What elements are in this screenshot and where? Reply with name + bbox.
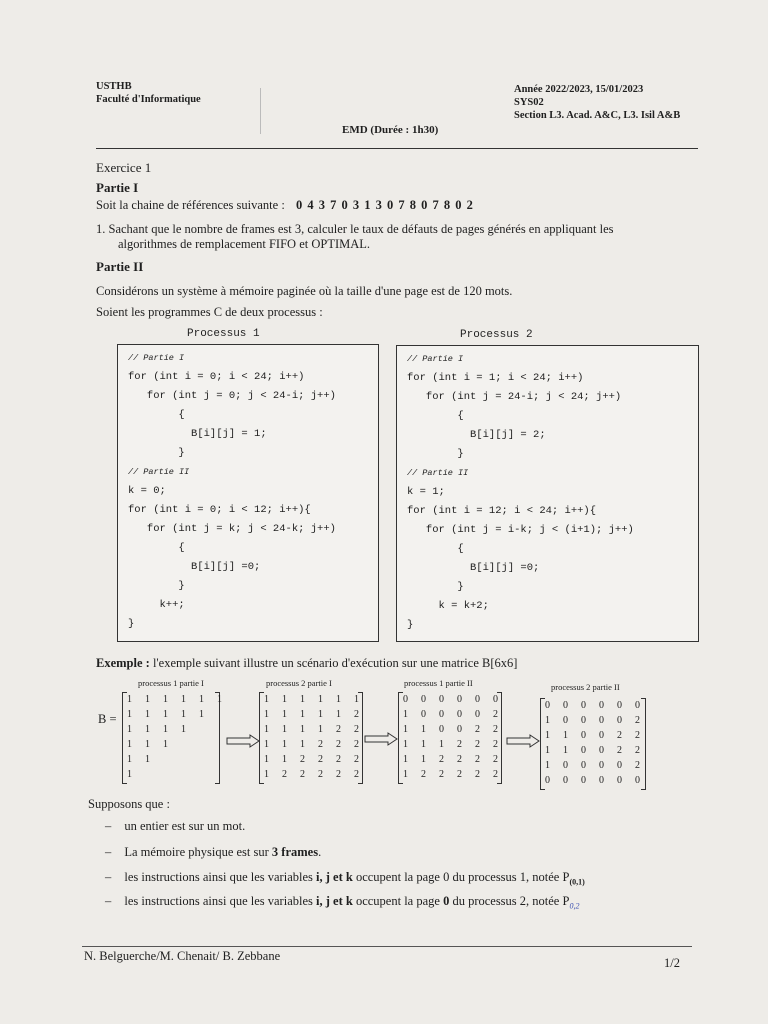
assumption-4-sub: 0,2: [569, 901, 580, 911]
matrix-process2-part2: [540, 698, 646, 790]
matrix-row: 1 0 0 0 0 2: [545, 760, 640, 771]
matrix-row: 1 1 1: [127, 739, 168, 750]
matrix-process1-part1: [122, 692, 220, 784]
assumption-3-pre: les instructions ainsi que les variables: [124, 870, 317, 884]
matrix-row: 1 1 2 2 2 2: [264, 754, 359, 765]
example-text: l'exemple suivant illustre un scénario d'exécution sur une matrice B[6x6]: [149, 656, 518, 670]
exam-title: EMD (Durée : 1h30): [342, 124, 439, 136]
code-line: k = 0;: [128, 485, 166, 497]
code-line: for (int j = 24-i; j < 24; j++): [407, 391, 622, 403]
matrix-1-title: processus 1 partie I: [138, 678, 204, 688]
code-line: {: [407, 543, 464, 555]
matrix-row: 0 0 0 0 0 0: [545, 775, 640, 786]
matrix-row: 1 1 1 1 1 2: [264, 709, 359, 720]
section-info: Section L3. Acad. A&C, L3. Isil A&B: [514, 110, 681, 121]
code-line: }: [407, 581, 464, 593]
process1-code: [128, 349, 336, 634]
matrix-2-title: processus 2 partie I: [266, 678, 332, 688]
matrix-3-title: processus 1 partie II: [404, 678, 473, 688]
code-line: B[i][j] =0;: [407, 562, 540, 574]
matrix-row: 1 0 0 0 0 2: [545, 715, 640, 726]
matrix-row: 1 1 1 1 1 1: [127, 694, 222, 705]
code-comment: // Partie I: [128, 353, 185, 363]
code-line: {: [128, 542, 185, 554]
footer-rule: [82, 946, 692, 947]
code-line: B[i][j] = 2;: [407, 429, 546, 441]
footer-page-number: 1/2: [664, 956, 680, 970]
assumption-item-2: [105, 845, 321, 860]
assumption-1-text: un entier est sur un mot.: [124, 819, 246, 833]
matrix-row: 1: [127, 769, 132, 780]
matrix-row: 1 2 2 2 2 2: [403, 769, 498, 780]
part2-title: Partie II: [96, 259, 144, 274]
exercise-title: Exercice 1: [96, 160, 152, 175]
assumption-3-vars: i, j et k: [316, 870, 353, 884]
matrix-row: 1 1 1 1 1 1: [264, 694, 359, 705]
code-line: for (int i = 0; i < 12; i++){: [128, 504, 311, 516]
matrix-b-label: B =: [98, 712, 117, 726]
course-code: SYS02: [514, 97, 544, 108]
academic-year: Année 2022/2023, 15/01/2023: [514, 84, 644, 95]
matrix-row: 1 1 0 0 2 2: [545, 730, 640, 741]
assumption-3-sub: (0,1): [569, 877, 585, 887]
assumption-2-bold: 3 frames: [271, 845, 319, 859]
question-1-line2: algorithmes de remplacement FIFO et OPTIMAL.: [118, 237, 371, 251]
bullet-dash: –: [105, 845, 112, 859]
assumption-4-vars: i, j et k: [316, 894, 353, 908]
matrix-row: 1 0 0 0 0 2: [403, 709, 498, 720]
code-comment: // Partie II: [407, 468, 469, 478]
assumption-item-3: [105, 870, 585, 887]
university-name: USTHB: [96, 81, 132, 92]
matrix-row: 1 1 0 0 2 2: [403, 724, 498, 735]
faculty-name: Faculté d'Informatique: [96, 94, 201, 105]
matrix-process1-part2: [398, 692, 502, 784]
assumption-2-post: .: [318, 845, 322, 859]
code-comment: // Partie I: [407, 354, 464, 364]
code-line: for (int i = 12; i < 24; i++){: [407, 505, 597, 517]
reference-chain: 0 4 3 7 0 3 1 3 0 7 8 0 7 8 0 2: [295, 198, 473, 212]
code-line: k = 1;: [407, 486, 445, 498]
code-line: k++;: [128, 599, 185, 611]
matrix-row: 1 1: [127, 754, 150, 765]
header-rule: [96, 148, 698, 149]
matrix-row: 1 1 1 1 2 2: [264, 724, 359, 735]
process2-code: [407, 350, 634, 635]
arrow-right-icon: [364, 732, 398, 746]
part2-intro: Considérons un système à mémoire paginée où la taille d'une page est de 120 mots.: [96, 284, 513, 298]
matrix-row: 1 1 0 0 2 2: [545, 745, 640, 756]
code-line: }: [128, 447, 185, 459]
code-line: {: [407, 410, 464, 422]
code-line: B[i][j] = 1;: [128, 428, 267, 440]
process2-code-box: [396, 345, 699, 642]
assumption-2-pre: La mémoire physique est sur: [124, 845, 272, 859]
code-line: }: [407, 619, 414, 631]
process2-title: Processus 2: [460, 329, 533, 341]
code-line: for (int j = i-k; j < (i+1); j++): [407, 524, 634, 536]
programs-intro: Soient les programmes C de deux processus :: [96, 305, 323, 319]
matrix-process2-part1: [259, 692, 363, 784]
assumption-4-mid: occupent la page: [352, 894, 444, 908]
code-line: for (int j = k; j < 24-k; j++): [128, 523, 336, 535]
assumptions-title: Supposons que :: [88, 797, 170, 811]
matrix-row: 1 1 2 2 2 2: [403, 754, 498, 765]
code-line: k = k+2;: [407, 600, 489, 612]
assumption-3-mid: occupent la page 0 du processus 1, notée P: [352, 870, 570, 884]
assumption-4-page: 0: [443, 894, 450, 908]
part1-title: Partie I: [96, 180, 139, 195]
header-divider: [260, 88, 261, 134]
bullet-dash: –: [105, 894, 112, 908]
code-comment: // Partie II: [128, 467, 190, 477]
bullet-dash: –: [105, 870, 112, 884]
matrix-4-title: processus 2 partie II: [551, 682, 620, 692]
footer-authors: N. Belguerche/M. Chenait/ B. Zebbane: [84, 949, 281, 963]
code-line: for (int i = 0; i < 24; i++): [128, 371, 305, 383]
code-line: {: [128, 409, 185, 421]
matrix-row: 1 1 1 1 1: [127, 709, 204, 720]
assumption-4-pre: les instructions ainsi que les variables: [124, 894, 317, 908]
assumption-4-post: du processus 2, notée P: [449, 894, 570, 908]
matrix-row: 0 0 0 0 0 0: [403, 694, 498, 705]
code-line: }: [128, 618, 135, 630]
code-line: for (int i = 1; i < 24; i++): [407, 372, 584, 384]
assumption-item-4: [105, 894, 579, 911]
code-line: }: [128, 580, 185, 592]
arrow-right-icon: [226, 734, 260, 748]
arrow-right-icon: [506, 734, 540, 748]
example-label: Exemple :: [96, 656, 150, 670]
question-1-line1: 1. Sachant que le nombre de frames est 3, calculer le taux de défauts de pages générés en appliquant les: [96, 222, 614, 236]
reference-chain-label: Soit la chaine de références suivante :: [96, 198, 285, 212]
code-line: }: [407, 448, 464, 460]
matrix-row: 1 2 2 2 2 2: [264, 769, 359, 780]
matrix-row: 0 0 0 0 0 0: [545, 700, 640, 711]
reference-chain-line: [96, 198, 473, 213]
code-line: for (int j = 0; j < 24-i; j++): [128, 390, 336, 402]
code-line: B[i][j] =0;: [128, 561, 261, 573]
example-line: [96, 656, 517, 671]
assumption-item-1: [105, 819, 245, 834]
matrix-row: 1 1 1 2 2 2: [264, 739, 359, 750]
process1-code-box: [117, 344, 379, 642]
matrix-row: 1 1 1 1: [127, 724, 186, 735]
process1-title: Processus 1: [187, 328, 260, 340]
matrix-row: 1 1 1 2 2 2: [403, 739, 498, 750]
bullet-dash: –: [105, 819, 112, 833]
